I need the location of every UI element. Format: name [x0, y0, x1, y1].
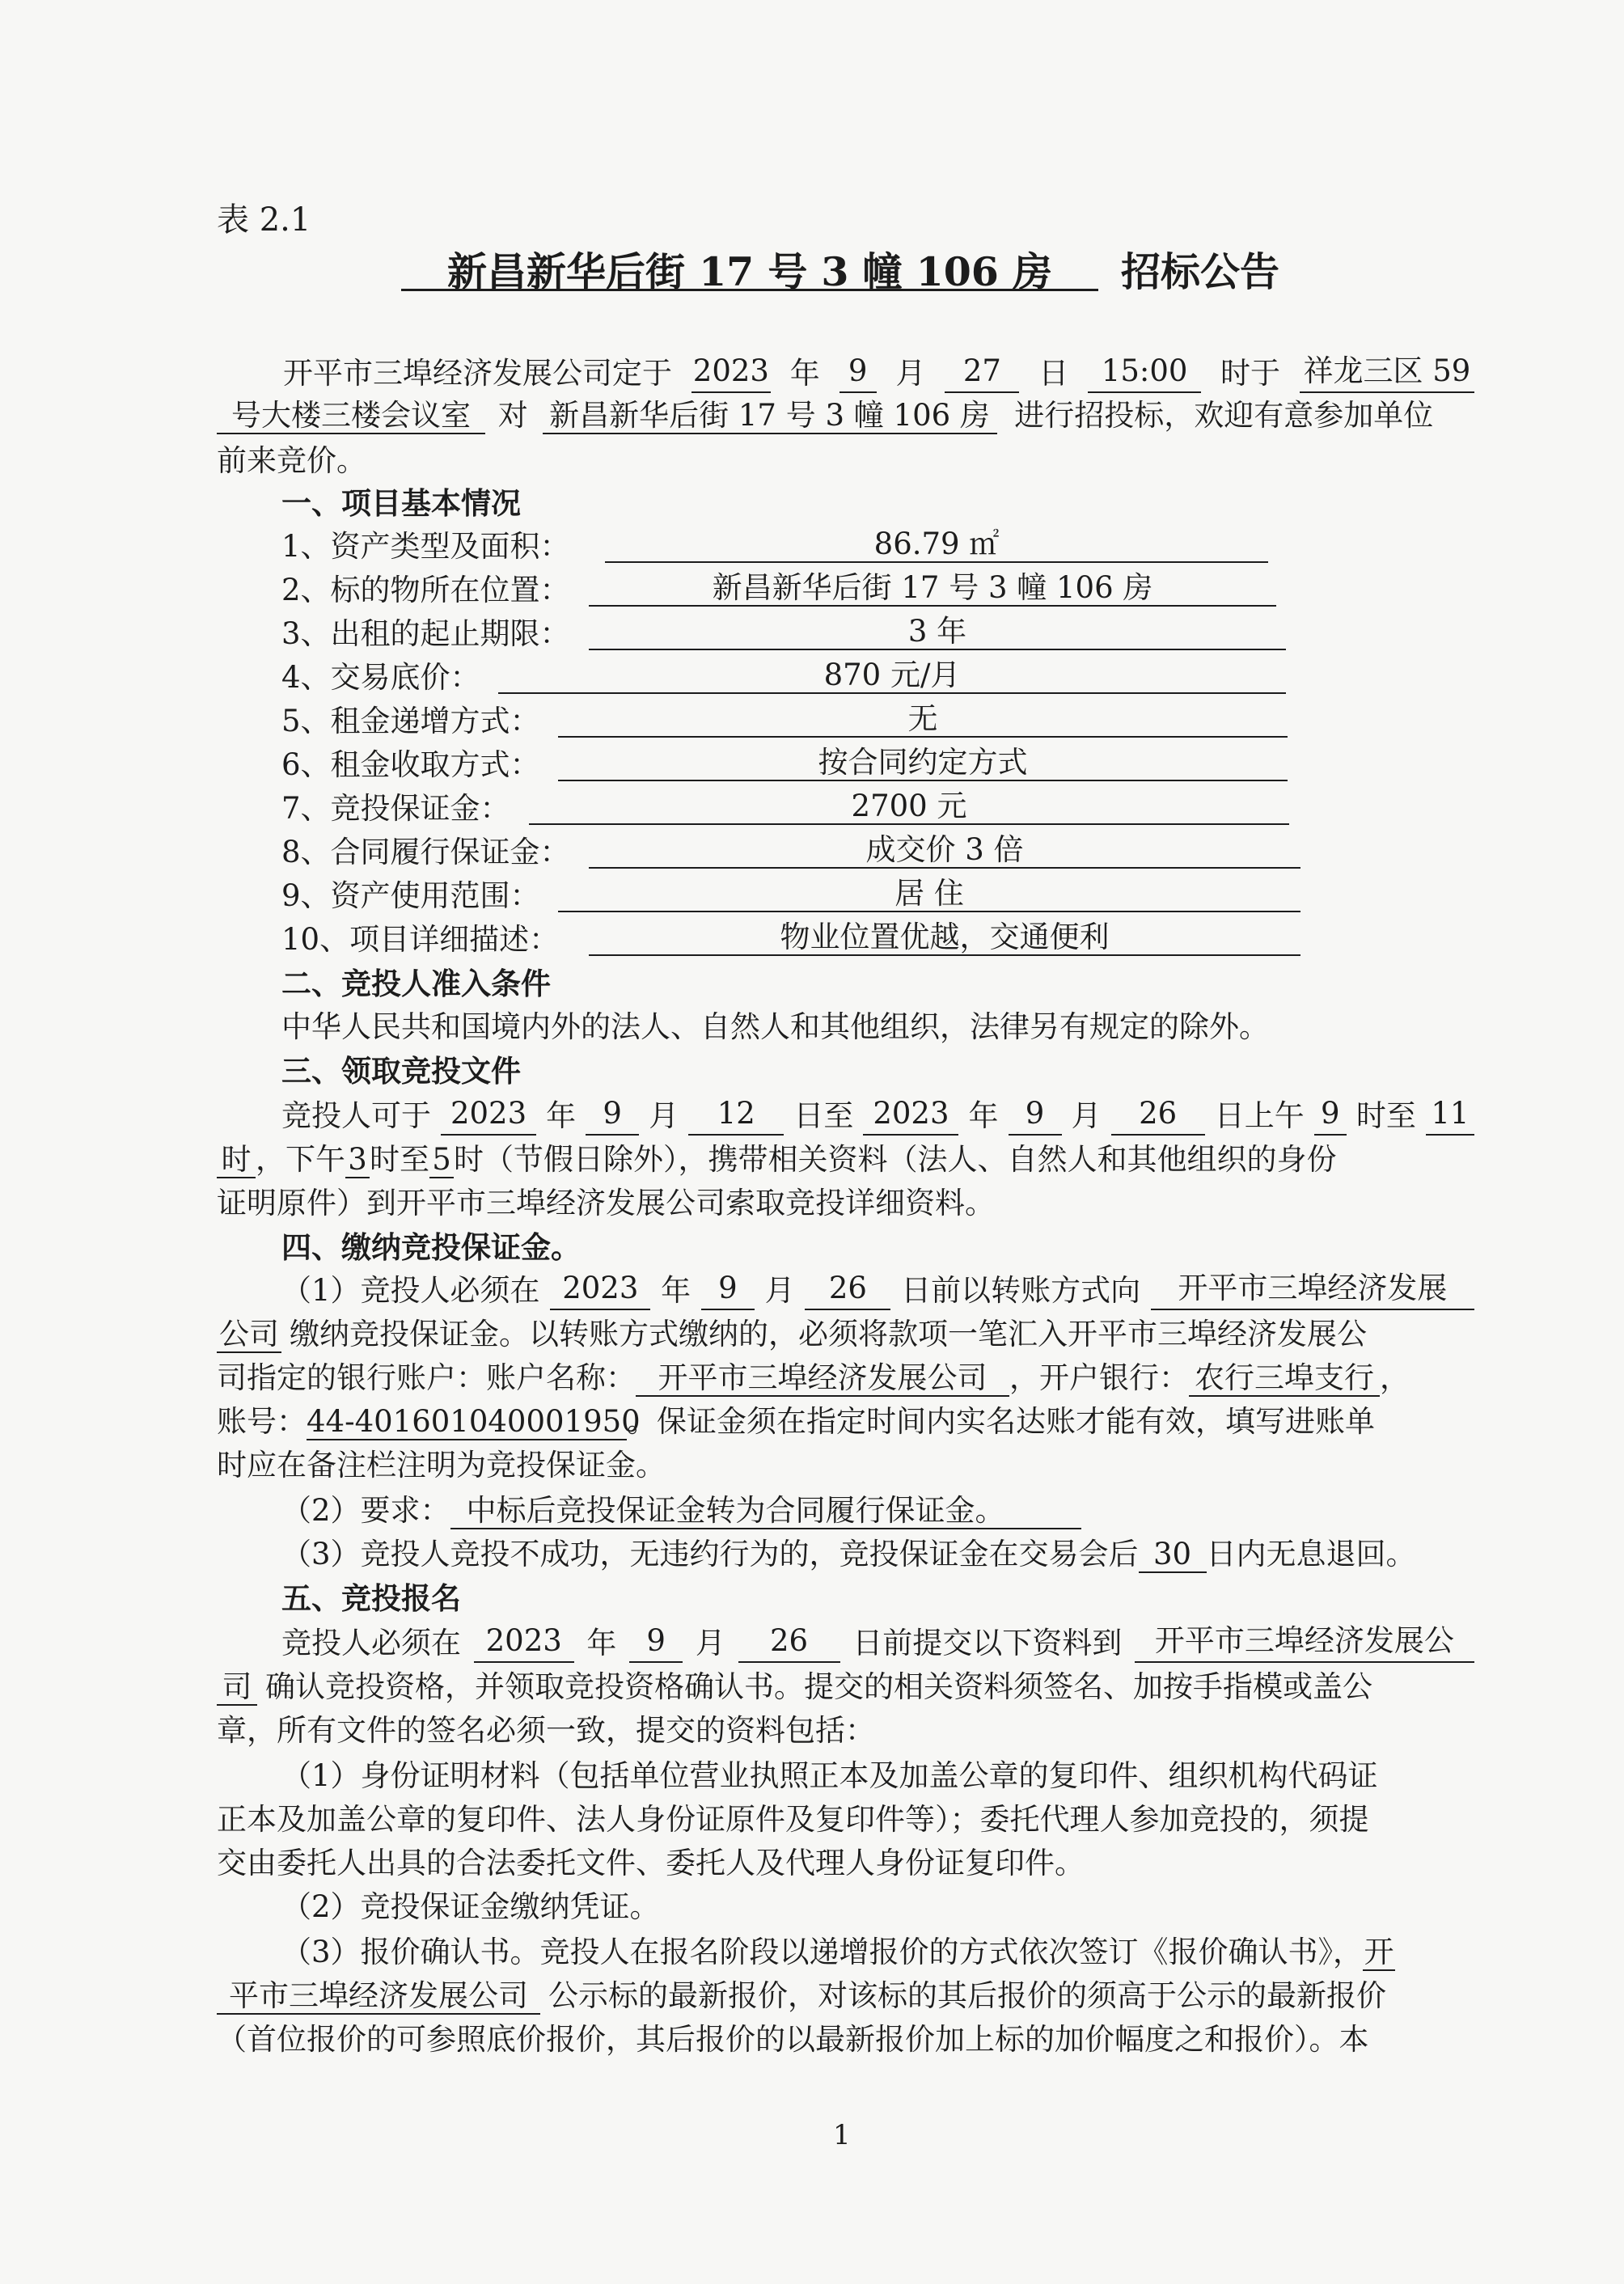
- paragraph: 中华人民共和国境内外的法人、自然人和其他组织，法律另有规定的除外。: [281, 1009, 1269, 1044]
- date-day: 26: [805, 1271, 890, 1310]
- sec4-item-3: [281, 1535, 1416, 1574]
- sec5-item-1a: （1）身份证明材料（包括单位营业执照正本及加盖公章的复印件、组织机构代码证: [281, 1758, 1378, 1793]
- date-year: 2023: [550, 1271, 650, 1310]
- intro-text: 时于: [1220, 356, 1280, 391]
- intro-time: 15:00: [1088, 354, 1201, 393]
- bank-name: 农行三埠支行: [1189, 1361, 1380, 1397]
- date-year: 2023: [863, 1097, 958, 1136]
- text: 确认竞投资格，并领取竞投资格确认书。提交的相关资料须签名、加按手指模或盖公: [265, 1669, 1372, 1704]
- text: 月: [1071, 1098, 1102, 1133]
- intro-text: 进行招投标，欢迎有意参加单位: [1014, 398, 1434, 433]
- text: 年: [586, 1626, 617, 1660]
- text: （3）竞投人竞投不成功，无违约行为的，竞投保证金在交易会后: [281, 1537, 1139, 1571]
- sec4-line-4: [217, 1402, 1375, 1441]
- section-heading: 二、竞投人准入条件: [281, 966, 551, 1001]
- text: 月: [695, 1626, 725, 1660]
- date-day: 26: [1111, 1097, 1205, 1136]
- sec5-line-3: 章，所有文件的签名必须一致，提交的资料包括：: [217, 1713, 875, 1748]
- text: ，: [1380, 1360, 1410, 1395]
- intro-line-3: 前来竞价。: [217, 443, 366, 478]
- intro-line-1: [217, 354, 1474, 393]
- intro-year: 2023: [691, 354, 771, 393]
- sec4-line-5: 时应在备注栏注明为竞投保证金。: [217, 1448, 666, 1482]
- item-value: 物业位置优越，交通便利: [589, 920, 1300, 956]
- item-value: 居 住: [558, 877, 1300, 912]
- company-name: 司: [217, 1670, 257, 1706]
- text: （1）竞投人必须在: [281, 1273, 540, 1308]
- hour: 3: [345, 1143, 370, 1178]
- item-value: 86.79 ㎡: [605, 527, 1268, 563]
- account-number: 44-401601040001950: [307, 1404, 641, 1439]
- text: 年: [968, 1098, 999, 1133]
- item-value: 按合同约定方式: [558, 746, 1288, 781]
- sec5-item-3a: [281, 1933, 1395, 1972]
- text: 时至: [370, 1142, 429, 1177]
- item-row: [281, 789, 967, 828]
- date-year: 2023: [474, 1624, 574, 1663]
- item-value: 成交价 3 倍: [589, 833, 1300, 869]
- item-label: 9、资产使用范围：: [281, 878, 540, 913]
- text: 年: [661, 1273, 691, 1308]
- sec3-line-3: 证明原件）到开平市三埠经济发展公司索取竞投详细资料。: [217, 1186, 995, 1220]
- text: ，开户银行：: [1009, 1360, 1189, 1395]
- intro-day: 27: [945, 354, 1019, 393]
- sec5-item-1b: 正本及加盖公章的复印件、法人身份证原件及复印件等）；委托代理人参加竞投的，须提: [217, 1802, 1369, 1837]
- sec5-item-2: （2）竞投保证金缴纳凭证。: [281, 1889, 660, 1924]
- text: 司指定的银行账户：账户名称：: [217, 1360, 636, 1395]
- item-label: 6、租金收取方式：: [281, 747, 540, 782]
- date-month: 9: [586, 1097, 639, 1136]
- item-value: 无: [558, 702, 1288, 738]
- item-row: [281, 920, 1110, 959]
- item-value: 3 年: [589, 615, 1286, 650]
- text: 时（节假日除外），携带相关资料（法人、自然人和其他组织的身份: [454, 1142, 1337, 1177]
- item-row: [281, 745, 1028, 785]
- hour: 5: [429, 1143, 454, 1178]
- item-label: 8、合同履行保证金：: [281, 835, 570, 869]
- section-heading: 一、项目基本情况: [281, 485, 521, 521]
- hour: 9: [1314, 1097, 1347, 1136]
- date-month: 9: [1009, 1097, 1062, 1136]
- item-value: 870 元/月: [498, 658, 1286, 694]
- date-day: 26: [738, 1624, 840, 1663]
- item-row: [281, 658, 961, 697]
- text: 账号：: [217, 1404, 307, 1439]
- company-name: 开平市三埠经济发展: [1151, 1271, 1474, 1310]
- intro-place: 祥龙三区 59: [1300, 354, 1474, 393]
- item-label: 1、资产类型及面积：: [281, 529, 570, 564]
- sec4-line-2: [217, 1315, 1367, 1354]
- intro-text: 日: [1038, 356, 1069, 391]
- section-heading: 四、缴纳竞投保证金。: [281, 1229, 581, 1265]
- item-label: 5、租金递增方式：: [281, 704, 540, 738]
- sec4-line-1: [217, 1271, 1474, 1310]
- sec5-item-3c: （首位报价的可参照底价报价，其后报价的以最新报价加上标的加价幅度之和报价）。本: [217, 2022, 1369, 2057]
- sec5-item-3b: [217, 1977, 1386, 2015]
- text: 竞投人必须在: [281, 1626, 461, 1660]
- text: 年: [546, 1098, 577, 1133]
- date-month: 9: [701, 1271, 755, 1310]
- date-month: 9: [629, 1624, 683, 1663]
- intro-text: 年: [789, 356, 820, 391]
- item-row: [281, 570, 1153, 610]
- sec3-line-2: [217, 1140, 1337, 1179]
- item-label: 4、交易底价：: [281, 660, 480, 695]
- intro-text: 对: [497, 398, 528, 433]
- sec5-line-1: [217, 1624, 1474, 1663]
- intro-line-2: [217, 396, 1433, 435]
- text: 日前以转账方式向: [901, 1273, 1141, 1308]
- text: 月: [764, 1273, 795, 1308]
- text: 日内无息退回。: [1206, 1537, 1416, 1571]
- section-heading: 五、竞投报名: [281, 1580, 461, 1616]
- item-row: [281, 832, 1024, 872]
- item-label: 7、竞投保证金：: [281, 791, 510, 826]
- text: （2）要求：: [281, 1493, 450, 1528]
- company-name: 公司: [217, 1318, 281, 1353]
- item-row: [281, 527, 1000, 566]
- company-name: 开: [1364, 1935, 1394, 1969]
- date-day: 12: [688, 1097, 784, 1136]
- text: 日上午: [1214, 1098, 1305, 1133]
- company-name: 平市三埠经济发展公司: [217, 1979, 540, 2015]
- item-value: 新昌新华后街 17 号 3 幢 106 房: [589, 571, 1276, 607]
- item-value: 2700 元: [529, 789, 1289, 825]
- page-title: [401, 248, 1280, 295]
- requirement: 中标后竞投保证金转为合同履行保证金。: [450, 1494, 1081, 1529]
- item-label: 10、项目详细描述：: [281, 922, 560, 957]
- text: ，下午: [256, 1142, 345, 1177]
- intro-place: 号大楼三楼会议室: [217, 399, 485, 434]
- text: 日至: [793, 1098, 854, 1133]
- text: 日前提交以下资料到: [852, 1626, 1123, 1660]
- text: 缴纳竞投保证金。以转账方式缴纳的，必须将款项一笔汇入开平市三埠经济发展公: [290, 1317, 1367, 1351]
- date-year: 2023: [441, 1097, 536, 1136]
- item-row: [281, 876, 964, 916]
- text: 公示标的最新报价，对该标的其后报价的须高于公示的最新报价: [548, 1978, 1386, 2013]
- text: 。保证金须在指定时间内实名达账才能有效，填写进账单: [627, 1404, 1375, 1439]
- sec5-item-1c: 交由委托人出具的合法委托文件、委托人及代理人身份证复印件。: [217, 1846, 1085, 1880]
- title-subject: 新昌新华后街 17 号 3 幢 106 房: [401, 255, 1098, 291]
- sec3-line-1: [217, 1097, 1474, 1136]
- account-name: 开平市三埠经济发展公司: [636, 1361, 1009, 1397]
- intro-subject: 新昌新华后街 17 号 3 幢 106 房: [543, 399, 997, 434]
- company-name: 开平市三埠经济发展公: [1135, 1624, 1474, 1663]
- intro-text: 月: [895, 356, 926, 391]
- item-row: [281, 614, 967, 653]
- sec5-line-2: [217, 1668, 1372, 1707]
- table-label: 表 2.1: [217, 201, 311, 239]
- sec4-line-3: [217, 1359, 1410, 1398]
- title-suffix: 招标公告: [1121, 248, 1280, 295]
- item-label: 3、出租的起止期限：: [281, 616, 570, 651]
- intro-text: 开平市三埠经济发展公司定于: [283, 356, 672, 391]
- page-number: 1: [833, 2119, 851, 2151]
- intro-month: 9: [839, 354, 877, 393]
- section-heading: 三、领取竞投文件: [281, 1053, 521, 1089]
- text: （3）报价确认书。竞投人在报名阶段以递增报价的方式依次签订《报价确认书》，: [281, 1935, 1364, 1969]
- hour: 11: [1426, 1097, 1474, 1136]
- text: 时至: [1355, 1098, 1416, 1133]
- hour: 时: [217, 1143, 256, 1178]
- item-label: 2、标的物所在位置：: [281, 573, 570, 607]
- refund-days: 30: [1139, 1537, 1207, 1573]
- sec4-item-2: [281, 1491, 1081, 1530]
- item-row: [281, 701, 938, 741]
- text: 竞投人可于: [281, 1098, 431, 1133]
- text: 月: [649, 1098, 679, 1133]
